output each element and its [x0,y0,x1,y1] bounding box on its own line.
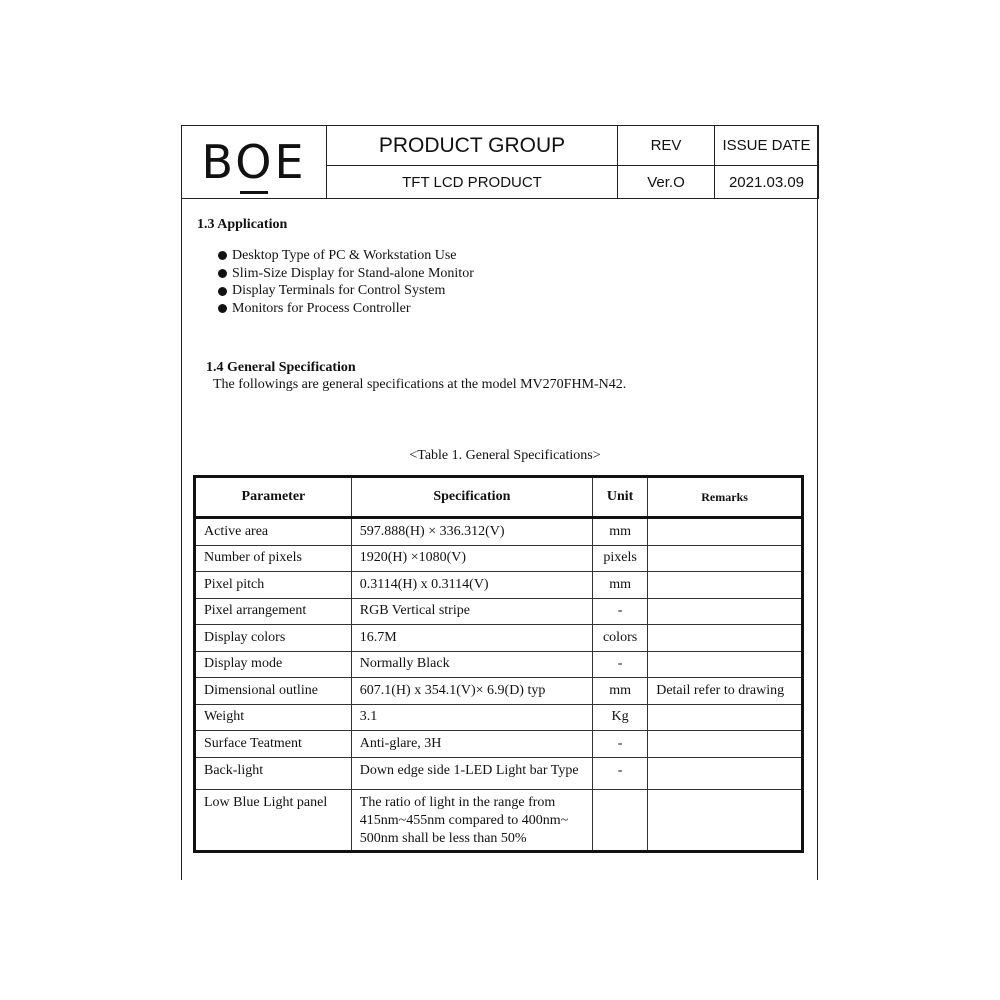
parameter-cell: Display mode [195,651,352,678]
parameter-cell: Number of pixels [195,545,352,572]
list-item: Display Terminals for Control System [218,282,474,300]
application-heading: 1.3 Application [197,217,288,232]
general-spec-description: The followings are general specifications at the model MV270FHM-N42. [213,377,627,392]
parameter-cell: Dimensional outline [195,678,352,705]
remarks-cell [648,518,803,546]
remarks-cell [648,731,803,758]
spec-table [193,475,804,853]
parameter-cell: Low Blue Light panel [195,790,352,852]
specification-cell: 3.1 [351,704,592,731]
specification-cell: 0.3114(H) x 0.3114(V) [351,572,592,599]
unit-cell: - [592,731,647,758]
table-row [195,790,803,852]
unit-cell: - [592,598,647,625]
table-row [195,598,803,625]
table-row [195,757,803,790]
remarks-cell [648,704,803,731]
unit-cell: - [592,757,647,790]
unit-cell: mm [592,518,647,546]
issue-date-value: 2021.03.09 [715,166,819,199]
list-item: Monitors for Process Controller [218,300,474,318]
table-row [195,572,803,599]
table-row [195,545,803,572]
specification-cell: 597.888(H) × 336.312(V) [351,518,592,546]
parameter-cell: Active area [195,518,352,546]
rev-label: REV [618,126,715,166]
remarks-cell [648,545,803,572]
specification-cell: Down edge side 1-LED Light bar Type [351,757,592,790]
specification-cell: The ratio of light in the range from 415nm~455nm compared to 400nm~ 500nm shall be less than 50% [351,790,592,852]
unit-cell: pixels [592,545,647,572]
spec-table-body [195,518,803,852]
bullet-icon [218,287,227,296]
general-spec-heading: 1.4 General Specification [206,360,356,375]
issue-date-label: ISSUE DATE [715,126,819,166]
bullet-icon [218,251,227,260]
table-header-row [195,477,803,518]
boe-logo: BOE [201,139,306,185]
parameter-cell: Pixel arrangement [195,598,352,625]
remarks-cell [648,598,803,625]
application-list [218,247,474,318]
unit-cell: - [592,651,647,678]
logo-underline-mark [240,191,268,194]
parameter-cell: Pixel pitch [195,572,352,599]
bullet-icon [218,304,227,313]
specification-cell: 1920(H) ×1080(V) [351,545,592,572]
specification-cell: 16.7M [351,625,592,652]
parameter-cell: Surface Teatment [195,731,352,758]
rev-value: Ver.O [618,166,715,199]
remarks-cell [648,625,803,652]
table-row [195,704,803,731]
list-item: Slim-Size Display for Stand-alone Monitor [218,265,474,283]
logo-cell [182,126,327,199]
table-row [195,731,803,758]
product-group-label: PRODUCT GROUP [327,126,618,166]
table-row [195,651,803,678]
unit-cell: mm [592,678,647,705]
column-header-parameter: Parameter [195,477,352,518]
remarks-cell [648,651,803,678]
specification-cell: Anti-glare, 3H [351,731,592,758]
remarks-cell [648,790,803,852]
unit-cell: mm [592,572,647,599]
column-header-unit: Unit [592,477,647,518]
specification-cell: Normally Black [351,651,592,678]
parameter-cell: Back-light [195,757,352,790]
bullet-icon [218,269,227,278]
parameter-cell: Display colors [195,625,352,652]
remarks-cell [648,757,803,790]
unit-cell: colors [592,625,647,652]
remarks-cell [648,572,803,599]
list-item: Desktop Type of PC & Workstation Use [218,247,474,265]
unit-cell [592,790,647,852]
specification-cell: 607.1(H) x 354.1(V)× 6.9(D) typ [351,678,592,705]
table-caption: <Table 1. General Specifications> [409,448,601,463]
table-row [195,678,803,705]
parameter-cell: Weight [195,704,352,731]
document-header [181,125,819,199]
remarks-cell: Detail refer to drawing [648,678,803,705]
table-row [195,518,803,546]
product-name: TFT LCD PRODUCT [327,166,618,199]
unit-cell: Kg [592,704,647,731]
column-header-remarks: Remarks [648,477,803,518]
specification-cell: RGB Vertical stripe [351,598,592,625]
table-row [195,625,803,652]
column-header-specification: Specification [351,477,592,518]
